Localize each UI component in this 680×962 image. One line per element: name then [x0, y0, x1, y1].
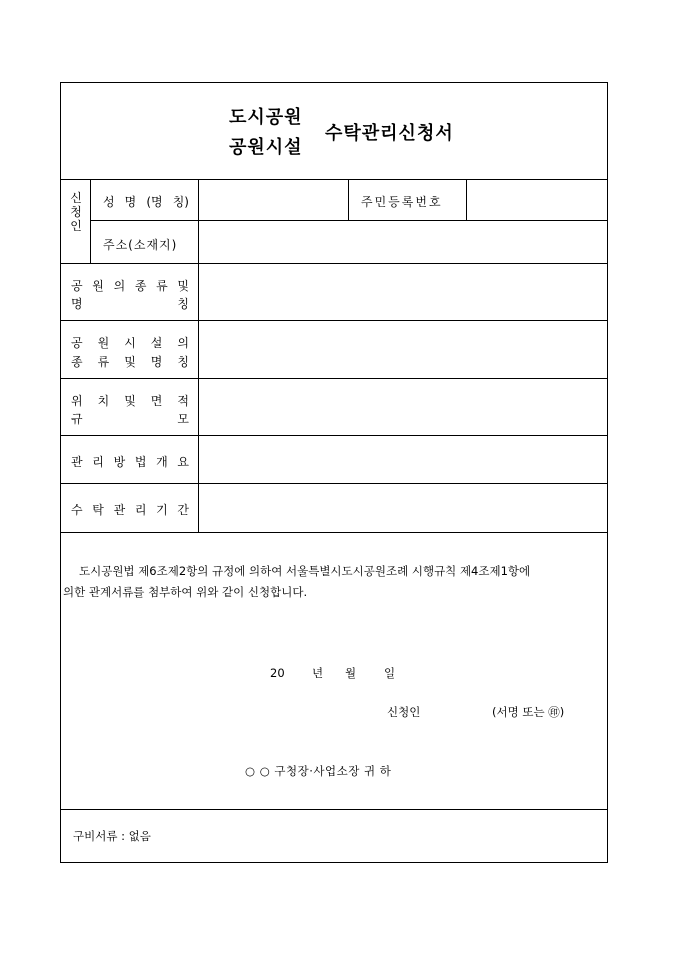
- divider: [61, 179, 607, 180]
- name-label: [103, 193, 189, 210]
- label-char: 공: [71, 279, 83, 293]
- date-month-unit: 월: [345, 666, 357, 680]
- address-field[interactable]: [201, 224, 605, 260]
- method-field[interactable]: [201, 439, 605, 480]
- date-day-unit: 일: [384, 666, 396, 680]
- label-char: 설: [150, 336, 163, 350]
- signature-placeholder: (서명 또는 ㊞): [492, 705, 565, 719]
- divider: [61, 378, 607, 379]
- park-type-label-line1: [71, 277, 189, 294]
- label-char: 방: [113, 455, 126, 469]
- label-char: 적: [177, 394, 189, 408]
- label-char: 명: [150, 355, 163, 369]
- address-label: 주소(소재지): [103, 238, 178, 252]
- page-title: 수탁관리신청서: [325, 123, 454, 144]
- label-char: 명: [124, 195, 137, 209]
- divider: [61, 483, 607, 484]
- resident-number-field[interactable]: [469, 183, 605, 217]
- applicant-char: 신: [70, 191, 82, 205]
- application-form: [60, 82, 608, 863]
- facility-field[interactable]: [201, 324, 605, 375]
- label-char: 및: [124, 355, 136, 369]
- label-char: 개: [156, 455, 168, 469]
- divider: [198, 179, 199, 532]
- label-char: 리: [134, 503, 147, 517]
- divider: [61, 263, 607, 264]
- label-char: 요: [177, 455, 189, 469]
- applicant-group-label: [70, 191, 82, 233]
- facility-label-line2: [71, 353, 189, 370]
- label-char: 위: [71, 394, 83, 408]
- label-char: 성: [103, 195, 115, 209]
- addressee: ○ ○ 구청장·사업소장 귀 하: [245, 764, 392, 778]
- label-char: 원: [92, 279, 104, 293]
- label-char: 간: [177, 503, 189, 517]
- facility-label-line1: [71, 334, 189, 351]
- location-field[interactable]: [201, 382, 605, 432]
- label-char: 의: [113, 279, 126, 293]
- divider: [90, 220, 607, 221]
- period-label: [71, 501, 189, 518]
- label-char: 명: [71, 297, 83, 311]
- title-line1: 도시공원: [229, 107, 303, 128]
- park-type-field[interactable]: [201, 267, 605, 317]
- label-char: 의: [177, 336, 189, 350]
- date-year: 20: [270, 666, 285, 680]
- park-type-label-line2: [71, 295, 189, 312]
- applicant-char: 인: [70, 219, 82, 233]
- divider: [348, 179, 349, 220]
- label-char: 시: [124, 336, 136, 350]
- divider: [90, 179, 91, 263]
- label-char: (명: [146, 195, 163, 209]
- label-char: 류: [97, 355, 110, 369]
- statement-line2: 의한 관계서류를 첨부하여 위와 같이 신청합니다.: [63, 585, 308, 599]
- signature-label: 신청인: [387, 705, 421, 719]
- label-char: 관: [71, 455, 83, 469]
- location-label-line1: [71, 392, 189, 409]
- label-char: 종: [134, 279, 147, 293]
- method-label: [71, 453, 189, 470]
- label-char: 법: [134, 455, 147, 469]
- label-char: 기: [156, 503, 168, 517]
- divider: [61, 532, 607, 533]
- label-char: 류: [156, 279, 168, 293]
- label-char: 및: [124, 394, 136, 408]
- title-line2: 공원시설: [229, 137, 303, 158]
- label-char: 치: [97, 394, 110, 408]
- label-char: 및: [177, 279, 189, 293]
- label-char: 면: [150, 394, 163, 408]
- applicant-char: 청: [70, 205, 82, 219]
- label-char: 칭: [177, 297, 189, 311]
- label-char: 리: [92, 455, 104, 469]
- label-char: 종: [71, 355, 83, 369]
- label-char: 규: [71, 412, 83, 426]
- attachments-note: 구비서류 : 없음: [73, 829, 151, 843]
- name-field[interactable]: [201, 183, 345, 217]
- divider: [61, 320, 607, 321]
- label-char: 수: [71, 503, 83, 517]
- resident-number-label: 주민등록번호: [361, 195, 443, 209]
- label-char: 관: [113, 503, 126, 517]
- label-char: 원: [97, 336, 110, 350]
- label-char: 칭): [172, 195, 189, 209]
- label-char: 공: [71, 336, 83, 350]
- statement-line1: 도시공원법 제6조제2항의 규정에 의하여 서울특별시도시공원조례 시행규칙 제4조제1항에: [79, 564, 531, 578]
- divider: [466, 179, 467, 220]
- label-char: 칭: [177, 355, 189, 369]
- period-field[interactable]: [201, 487, 605, 529]
- date-year-unit: 년: [312, 666, 324, 680]
- divider: [61, 435, 607, 436]
- label-char: 모: [177, 412, 189, 426]
- divider: [61, 809, 607, 810]
- location-label-line2: [71, 410, 189, 427]
- label-char: 탁: [92, 503, 104, 517]
